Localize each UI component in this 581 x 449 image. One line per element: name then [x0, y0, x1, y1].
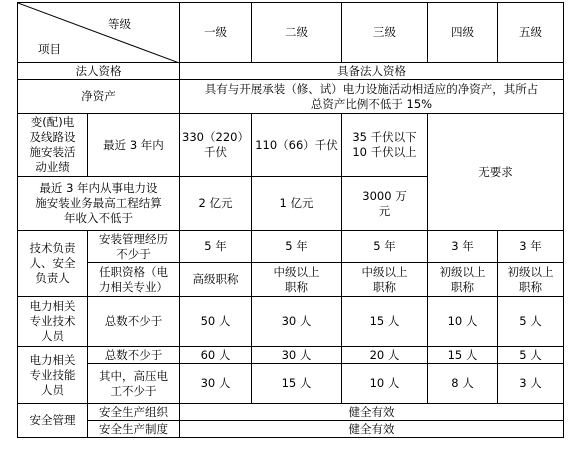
- tech-leader-qual-2: [252, 263, 342, 297]
- net-assets-line-1: 具有与开展承装（修、试）电力设施活动相适应的净资产，其所占: [204, 81, 539, 96]
- revenue-l3-line: 3000 万: [362, 188, 407, 203]
- header-corner-cell: [18, 3, 180, 63]
- header-level-4: 四级: [428, 3, 498, 63]
- tech-leader-exp-label-line: 安装管理经历: [99, 231, 168, 246]
- skill-staff-label-line: 电力相关: [29, 352, 76, 367]
- revenue-l3-line: 元: [378, 203, 391, 218]
- skill-staff-total-label: 总数不少于: [88, 347, 180, 364]
- revenue-label: [18, 177, 180, 231]
- tech-leader-qual-line: 初级以上: [507, 264, 554, 279]
- skill-staff-hv-4: 8 人: [428, 364, 498, 404]
- tech-leader-qual-line: 中级以上: [361, 264, 408, 279]
- revenue-label-line: 最近 3 年内从事电力设: [39, 181, 158, 195]
- skill-staff-hv-label: [88, 364, 180, 404]
- safety-sys-value: 健全有效: [180, 421, 564, 438]
- revenue-label-line: 年收入不低于: [64, 211, 133, 225]
- tech-leader-label-line: 负责人: [35, 271, 70, 285]
- revenue-level-1: 2 亿元: [180, 177, 252, 231]
- tech-staff-4: 10 人: [428, 297, 498, 347]
- performance-l3-line: 35 千伏以下: [352, 130, 417, 144]
- performance-level-4-5: 无要求: [428, 114, 564, 231]
- tech-leader-exp-3: 5 年: [342, 231, 428, 263]
- performance-label-line: 变(配)电: [30, 115, 75, 129]
- header-item: 项目: [38, 42, 61, 56]
- qualification-table: [17, 2, 564, 438]
- header-level-2: 二级: [252, 3, 342, 63]
- tech-leader-qual-line: 初级以上: [439, 264, 486, 279]
- tech-leader-exp-1: 5 年: [180, 231, 252, 263]
- revenue-label-line: 施安装业务最高工程结算: [35, 196, 162, 210]
- skill-staff-hv-label-line: 工不少于: [110, 383, 157, 398]
- tech-staff-2: 30 人: [252, 297, 342, 347]
- net-assets-value: [180, 80, 564, 114]
- skill-staff-hv-5: 3 人: [498, 364, 564, 404]
- tech-leader-qual-3: [342, 263, 428, 297]
- performance-level-3: [342, 114, 428, 177]
- performance-label-line: 及线路设: [29, 130, 76, 144]
- legal-label: 法人资格: [18, 63, 180, 80]
- skill-staff-total-1: 60 人: [180, 347, 252, 364]
- tech-staff-label: [18, 297, 88, 347]
- performance-label-line: 动业绩: [35, 160, 70, 174]
- tech-leader-qual-4: [428, 263, 498, 297]
- tech-leader-label: [18, 231, 88, 297]
- skill-staff-label-line: 专业技能: [29, 367, 76, 382]
- tech-leader-label-line: 技术负责: [29, 241, 76, 255]
- net-assets-label: 净资产: [18, 80, 180, 114]
- revenue-level-2: 1 亿元: [252, 177, 342, 231]
- skill-staff-hv-label-line: 其中，高压电: [99, 368, 168, 383]
- tech-leader-qual-label: [88, 263, 180, 297]
- performance-level-1: [180, 114, 252, 177]
- safety-org-label: 安全生产组织: [88, 404, 180, 421]
- revenue-level-3: [342, 177, 428, 231]
- safety-sys-label: 安全生产制度: [88, 421, 180, 438]
- skill-staff-hv-1: 30 人: [180, 364, 252, 404]
- tech-leader-exp-4: 3 年: [428, 231, 498, 263]
- performance-label-line: 施安装活: [29, 145, 76, 159]
- safety-label: 安全管理: [18, 404, 88, 438]
- tech-leader-qual-line: 职称: [519, 279, 542, 294]
- tech-leader-qual-line: 职称: [451, 279, 474, 294]
- tech-staff-label-line: 人员: [41, 329, 64, 343]
- skill-staff-hv-3: 10 人: [342, 364, 428, 404]
- skill-staff-label: [18, 347, 88, 404]
- tech-leader-exp-5: 3 年: [498, 231, 564, 263]
- net-assets-line-2: 总资产比例不低于 15%: [310, 96, 433, 111]
- header-level-5: 五级: [498, 3, 564, 63]
- legal-value: 具备法人资格: [180, 63, 564, 80]
- skill-staff-total-2: 30 人: [252, 347, 342, 364]
- tech-leader-qual-line: 职称: [373, 279, 396, 294]
- tech-staff-3: 15 人: [342, 297, 428, 347]
- tech-staff-label-line: 专业技术: [29, 314, 76, 328]
- tech-staff-label-line: 电力相关: [29, 299, 76, 313]
- performance-l1-line: 千伏: [204, 145, 227, 159]
- safety-org-value: 健全有效: [180, 404, 564, 421]
- tech-leader-exp-label-line: 不少于: [116, 246, 151, 261]
- tech-staff-1: 50 人: [180, 297, 252, 347]
- tech-leader-qual-line: 中级以上: [273, 264, 320, 279]
- skill-staff-total-4: 15 人: [428, 347, 498, 364]
- header-grade: 等级: [108, 17, 131, 31]
- skill-staff-total-5: 5 人: [498, 347, 564, 364]
- performance-sub-label: 最近 3 年内: [88, 114, 180, 177]
- performance-level-2: 110（66）千伏: [252, 114, 342, 177]
- tech-leader-qual-label-line: 任职资格（电: [99, 264, 168, 279]
- header-level-3: 三级: [342, 3, 428, 63]
- tech-leader-qual-5: [498, 263, 564, 297]
- tech-leader-qual-1: 高级职称: [180, 263, 252, 297]
- tech-staff-sub-label: 总数不少于: [88, 297, 180, 347]
- performance-label: [18, 114, 88, 177]
- tech-staff-5: 5 人: [498, 297, 564, 347]
- tech-leader-label-line: 人、安全: [29, 256, 76, 270]
- tech-leader-qual-label-line: 力相关专业）: [99, 279, 168, 294]
- header-level-1: 一级: [180, 3, 252, 63]
- tech-leader-qual-line: 职称: [285, 279, 308, 294]
- tech-leader-exp-2: 5 年: [252, 231, 342, 263]
- skill-staff-label-line: 人员: [41, 382, 64, 397]
- performance-l3-line: 10 千伏以上: [352, 145, 417, 159]
- skill-staff-hv-2: 15 人: [252, 364, 342, 404]
- skill-staff-total-3: 20 人: [342, 347, 428, 364]
- tech-leader-exp-label: [88, 231, 180, 263]
- performance-l1-line: 330（220）: [182, 130, 249, 144]
